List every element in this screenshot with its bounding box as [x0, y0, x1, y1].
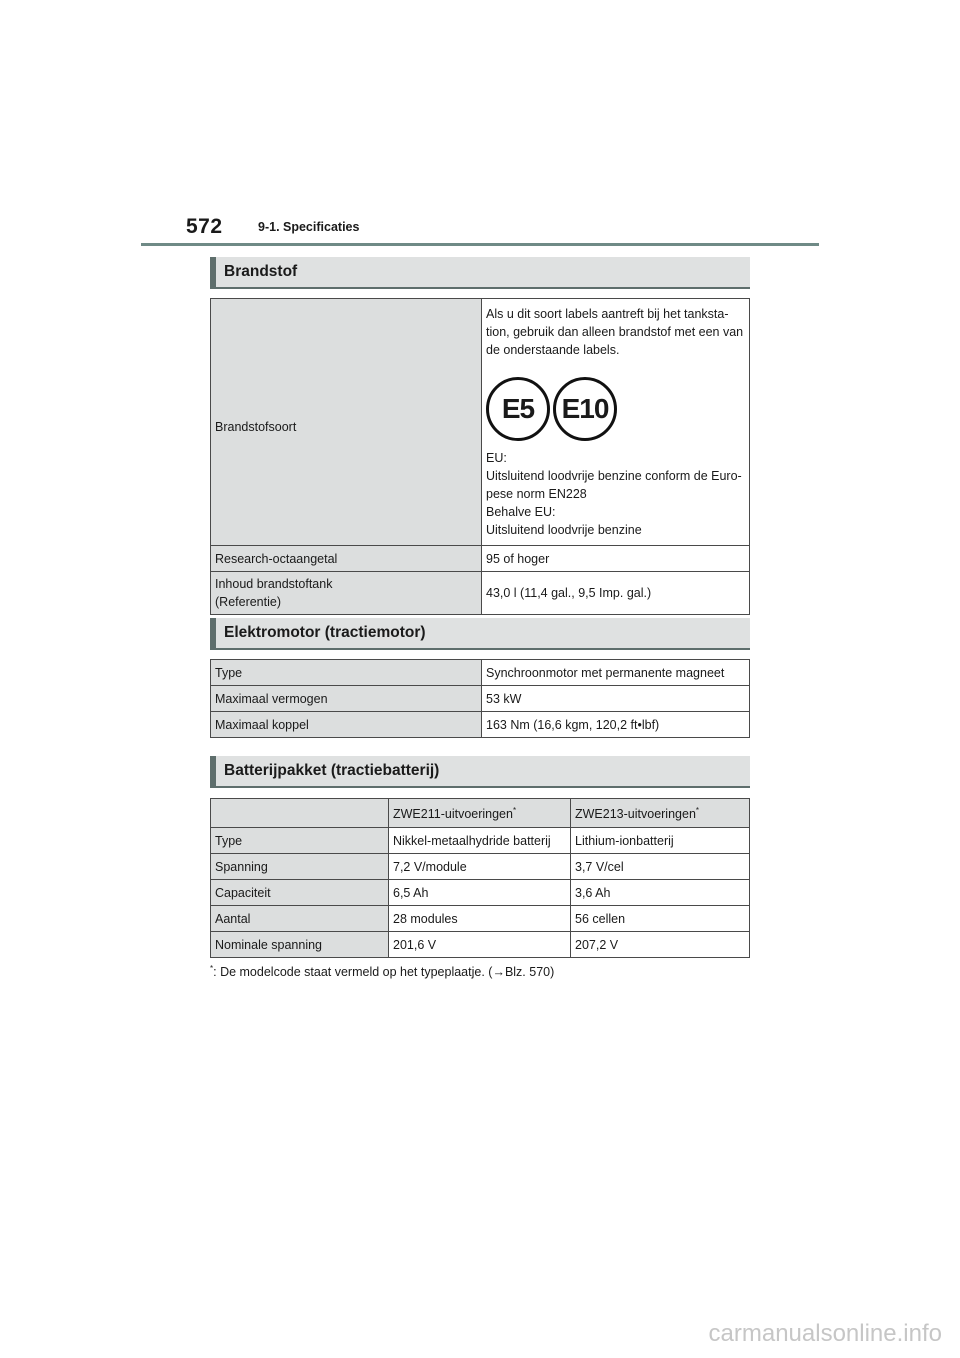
table-cell: Capaciteit — [211, 880, 389, 906]
section-batterij — [210, 756, 750, 788]
motor-label: Type — [211, 660, 482, 686]
footnote-mark: * — [695, 806, 700, 816]
fuel-table — [210, 298, 750, 615]
table-row — [211, 854, 750, 880]
table-row — [211, 712, 750, 738]
table-row — [211, 546, 750, 572]
section-title: Batterijpakket (tractiebatterij) — [224, 762, 440, 779]
motor-label: Maximaal vermogen — [211, 686, 482, 712]
header-cell — [389, 799, 571, 828]
section-title: Brandstof — [224, 263, 298, 280]
table-cell: 201,6 V — [389, 932, 571, 958]
section-bar — [210, 257, 216, 287]
table-cell: Aantal — [211, 906, 389, 932]
footnote-mark: * — [512, 806, 517, 816]
header-cell-empty — [211, 799, 389, 828]
section-bar — [210, 618, 216, 648]
eu-line-2: Uitsluitend loodvrije benzine conform de Euro- — [486, 469, 742, 483]
tank-label — [211, 572, 482, 615]
footnote-text: : De modelcode staat vermeld op het typeplaatje. (→Blz. 570) — [213, 965, 555, 980]
table-cell: 28 modules — [389, 906, 571, 932]
table-cell: 7,2 V/module — [389, 854, 571, 880]
fuel-intro-1: Als u dit soort labels aantreft bij het tanksta- — [486, 307, 729, 321]
table-cell: 6,5 Ah — [389, 880, 571, 906]
table-cell: 207,2 V — [571, 932, 750, 958]
fuel-labels — [486, 377, 745, 441]
page-number: 572 — [186, 215, 223, 238]
fuel-type-label: Brandstofsoort — [211, 299, 482, 546]
fuel-type-value — [482, 299, 750, 546]
eu-line-1: EU: — [486, 451, 507, 465]
table-cell: Nominale spanning — [211, 932, 389, 958]
battery-table — [210, 798, 750, 958]
e10-label-icon: E10 — [553, 377, 617, 441]
tank-value: 43,0 l (11,4 gal., 9,5 Imp. gal.) — [482, 572, 750, 615]
table-row — [211, 880, 750, 906]
section-brandstof — [210, 257, 750, 289]
fuel-intro-2: tion, gebruik dan alleen brandstof met een van — [486, 325, 744, 339]
header-cell — [571, 799, 750, 828]
motor-value: 163 Nm (16,6 kgm, 120,2 ft•lbf) — [482, 712, 750, 738]
tank-label-line-1: Inhoud brandstoftank — [215, 577, 333, 591]
header-text: ZWE211-uitvoeringen — [393, 807, 513, 822]
table-cell: Nikkel-metaalhydride batterij — [389, 828, 571, 854]
e5-label-icon: E5 — [486, 377, 550, 441]
table-row — [211, 906, 750, 932]
table-row — [211, 660, 750, 686]
motor-value: 53 kW — [482, 686, 750, 712]
table-row — [211, 299, 750, 546]
motor-label: Maximaal koppel — [211, 712, 482, 738]
eu-line-3: pese norm EN228 — [486, 487, 587, 501]
header-rule — [141, 243, 819, 246]
eu-line-5: Uitsluitend loodvrije benzine — [486, 523, 642, 537]
section-bar — [210, 756, 216, 786]
motor-value: Synchroonmotor met permanente magneet — [482, 660, 750, 686]
chapter-title: 9-1. Specificaties — [258, 220, 360, 234]
table-row — [211, 932, 750, 958]
eu-line-4: Behalve EU: — [486, 505, 556, 519]
table-row — [211, 572, 750, 615]
table-cell: Lithium-ionbatterij — [571, 828, 750, 854]
section-elektromotor — [210, 618, 750, 650]
footnote-mark: * — [210, 964, 214, 973]
table-cell: Type — [211, 828, 389, 854]
table-cell: Spanning — [211, 854, 389, 880]
octane-label: Research-octaangetal — [211, 546, 482, 572]
octane-value: 95 of hoger — [482, 546, 750, 572]
table-cell: 56 cellen — [571, 906, 750, 932]
table-row — [211, 686, 750, 712]
table-cell: 3,7 V/cel — [571, 854, 750, 880]
header-text: ZWE213-uitvoeringen — [575, 807, 696, 822]
section-title: Elektromotor (tractiemotor) — [224, 624, 426, 641]
footnote — [210, 964, 554, 979]
table-row — [211, 828, 750, 854]
table-cell: 3,6 Ah — [571, 880, 750, 906]
tank-label-line-2: (Referentie) — [215, 595, 281, 609]
table-header-row — [211, 799, 750, 828]
watermark: carmanualsonline.info — [708, 1320, 942, 1347]
motor-table — [210, 659, 750, 738]
fuel-intro-3: de onderstaande labels. — [486, 343, 620, 357]
